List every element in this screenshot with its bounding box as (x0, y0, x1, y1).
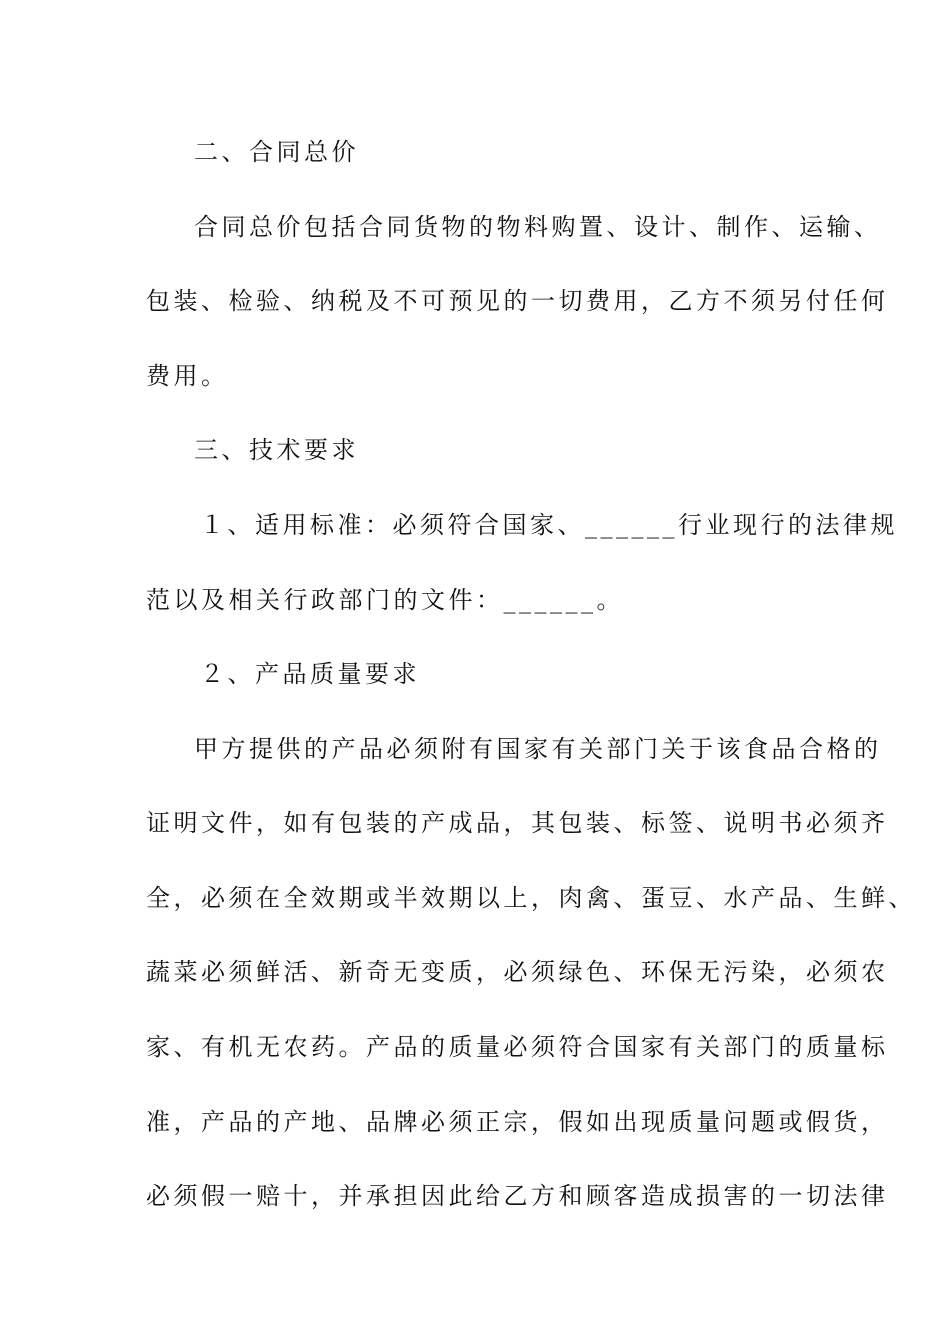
section-heading-contract-price: 二、合同总价 (194, 138, 359, 166)
subsection-heading-quality: ２、产品质量要求 (200, 660, 420, 688)
paragraph-line: 证明文件，如有包装的产成品，其包装、标签、说明书必须齐 (146, 809, 889, 837)
subsection-line: １、适用标准：必须符合国家、______行业现行的法律规 (200, 511, 898, 539)
paragraph-line: 合同总价包括合同货物的物料购置、设计、制作、运输、 (194, 213, 882, 241)
paragraph-line: 家、有机无农药。产品的质量必须符合国家有关部门的质量标 (146, 1033, 889, 1061)
paragraph-line: 必须假一赔十，并承担因此给乙方和顾客造成损害的一切法律 (146, 1182, 889, 1210)
section-heading-technical-requirements: 三、技术要求 (194, 436, 359, 464)
paragraph-line: 范以及相关行政部门的文件：______。 (146, 586, 624, 614)
paragraph-line: 费用。 (146, 362, 229, 390)
paragraph-line: 全，必须在全效期或半效期以上，肉禽、蛋豆、水产品、生鲜、 (146, 884, 916, 912)
paragraph-line: 甲方提供的产品必须附有国家有关部门关于该食品合格的 (194, 735, 882, 763)
paragraph-line: 包装、检验、纳税及不可预见的一切费用，乙方不须另付任何 (146, 287, 889, 315)
paragraph-line: 蔬菜必须鲜活、新奇无变质，必须绿色、环保无污染，必须农 (146, 958, 889, 986)
paragraph-line: 准，产品的产地、品牌必须正宗，假如出现质量问题或假货， (146, 1108, 889, 1136)
